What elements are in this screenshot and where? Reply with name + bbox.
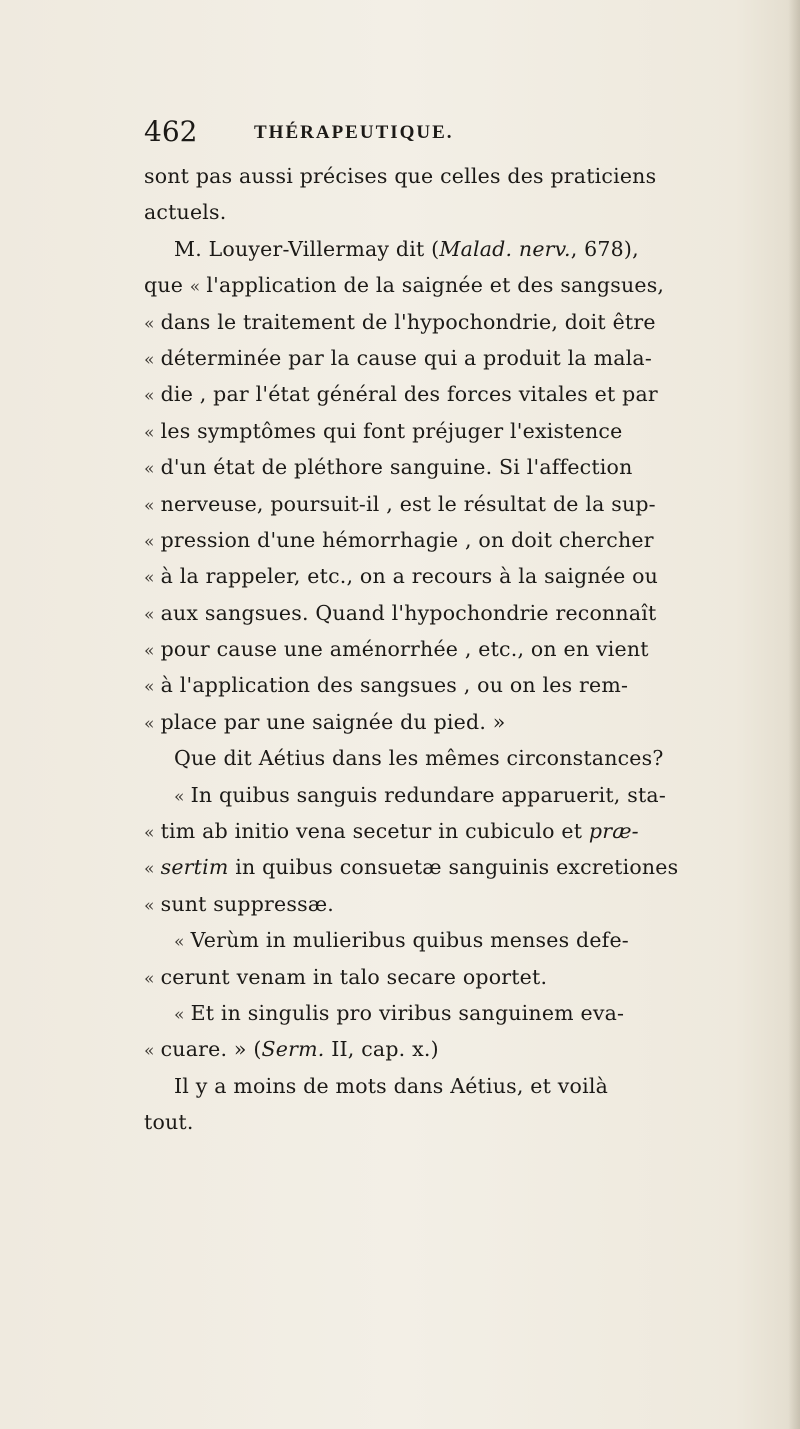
text-run: cerunt venam in talo secare oportet. — [160, 964, 548, 989]
quote-mark: « — [144, 386, 155, 407]
quote-mark: « — [174, 786, 185, 807]
text-line — [144, 667, 784, 703]
text-run: sertim — [160, 855, 229, 880]
quote-mark: « — [144, 531, 155, 552]
text-line — [144, 849, 784, 885]
quote-mark: « — [174, 932, 185, 953]
text-run: Malad. nerv. — [439, 236, 571, 261]
text-line — [144, 631, 784, 667]
text-run: à la rappeler, etc., on a recours à la saignée ou — [160, 564, 659, 589]
text-line — [144, 194, 784, 230]
text-run: in quibus consuetæ sanguinis excretiones — [228, 855, 679, 880]
text-run: nerveuse, poursuit-il , est le résultat de la sup- — [160, 491, 656, 516]
text-line — [144, 558, 784, 594]
quote-mark: « — [144, 422, 155, 443]
text-run: déterminée par la cause qui a produit la mala- — [160, 345, 652, 370]
text-line — [144, 995, 784, 1031]
running-head: THÉRAPEUTIQUE. — [254, 122, 454, 143]
text-run: place par une saignée du pied. » — [160, 709, 506, 734]
text-run: præ- — [588, 819, 639, 844]
text-line — [144, 231, 784, 267]
text-line — [144, 740, 784, 776]
text-line — [144, 267, 784, 303]
text-line — [144, 595, 784, 631]
text-run: II, cap. x.) — [324, 1037, 439, 1062]
text-line — [144, 1104, 784, 1140]
text-line — [144, 340, 784, 376]
text-run: Verùm in mulieribus quibus menses defe- — [190, 928, 629, 953]
text-run: Que dit Aétius dans les mêmes circonstances? — [174, 746, 664, 771]
text-line — [144, 777, 784, 813]
text-line — [144, 413, 784, 449]
text-run: cuare. » ( — [160, 1037, 262, 1062]
body-text — [144, 158, 784, 1141]
text-line — [144, 1031, 784, 1067]
text-line — [144, 158, 784, 194]
quote-mark: « — [144, 677, 155, 698]
quote-mark: « — [144, 459, 155, 480]
text-run: pour cause une aménorrhée , etc., on en vient — [160, 637, 649, 662]
text-line — [144, 304, 784, 340]
page-header — [144, 112, 664, 156]
quote-mark: « — [144, 1041, 155, 1062]
quote-mark: « — [144, 313, 155, 334]
text-line — [144, 449, 784, 485]
text-run: Serm. — [261, 1037, 325, 1062]
text-run: à l'application des sangsues , ou on les rem- — [160, 673, 629, 698]
quote-mark: « — [144, 495, 155, 516]
text-run: tim ab initio vena secetur in cubiculo et — [160, 819, 589, 844]
quote-mark: « — [144, 604, 155, 625]
quote-mark: « — [144, 823, 155, 844]
text-run: Et in singulis pro viribus sanguinem eva- — [190, 1000, 625, 1025]
text-line — [144, 1068, 784, 1104]
text-run: sont pas aussi précises que celles des praticiens — [144, 164, 657, 188]
text-line — [144, 704, 784, 740]
quote-mark: « — [144, 859, 155, 880]
text-line — [144, 922, 784, 958]
text-run: d'un état de pléthore sanguine. Si l'affection — [160, 455, 633, 480]
text-run: dans le traitement de l'hypochondrie, doit être — [160, 309, 656, 334]
quote-mark: « — [144, 713, 155, 734]
quote-mark: « — [144, 641, 155, 662]
text-line — [144, 486, 784, 522]
text-run: M. Louyer-Villermay dit ( — [174, 236, 440, 261]
text-run: actuels. — [144, 200, 227, 225]
text-run: Il y a moins de mots dans Aétius, et voilà — [174, 1073, 609, 1098]
text-run: In quibus sanguis redundare apparuerit, sta- — [190, 782, 666, 807]
text-run: , 678), — [570, 236, 639, 261]
text-run: sunt suppressæ. — [160, 891, 335, 916]
quote-mark: « — [144, 568, 155, 589]
text-line — [144, 376, 784, 412]
text-run: tout. — [144, 1110, 194, 1135]
text-line — [144, 959, 784, 995]
page-number: 462 — [144, 115, 198, 148]
quote-mark: « — [189, 277, 201, 298]
text-run: les symptômes qui font préjuger l'existence — [160, 418, 623, 443]
quote-mark: « — [144, 968, 155, 989]
quote-mark: « — [144, 895, 155, 916]
text-run: l'application de la saignée et des sangsues, — [206, 273, 665, 298]
text-run: pression d'une hémorrhagie , on doit chercher — [160, 527, 654, 552]
text-run: aux sangsues. Quand l'hypochondrie reconnaît — [160, 600, 657, 625]
text-line — [144, 522, 784, 558]
text-run: que — [144, 273, 190, 298]
text-line — [144, 886, 784, 922]
quote-mark: « — [144, 349, 155, 370]
page-edge-shadow — [788, 0, 800, 1429]
text-line — [144, 813, 784, 849]
quote-mark: « — [174, 1004, 185, 1025]
text-run: die , par l'état général des forces vitales et par — [160, 382, 658, 407]
